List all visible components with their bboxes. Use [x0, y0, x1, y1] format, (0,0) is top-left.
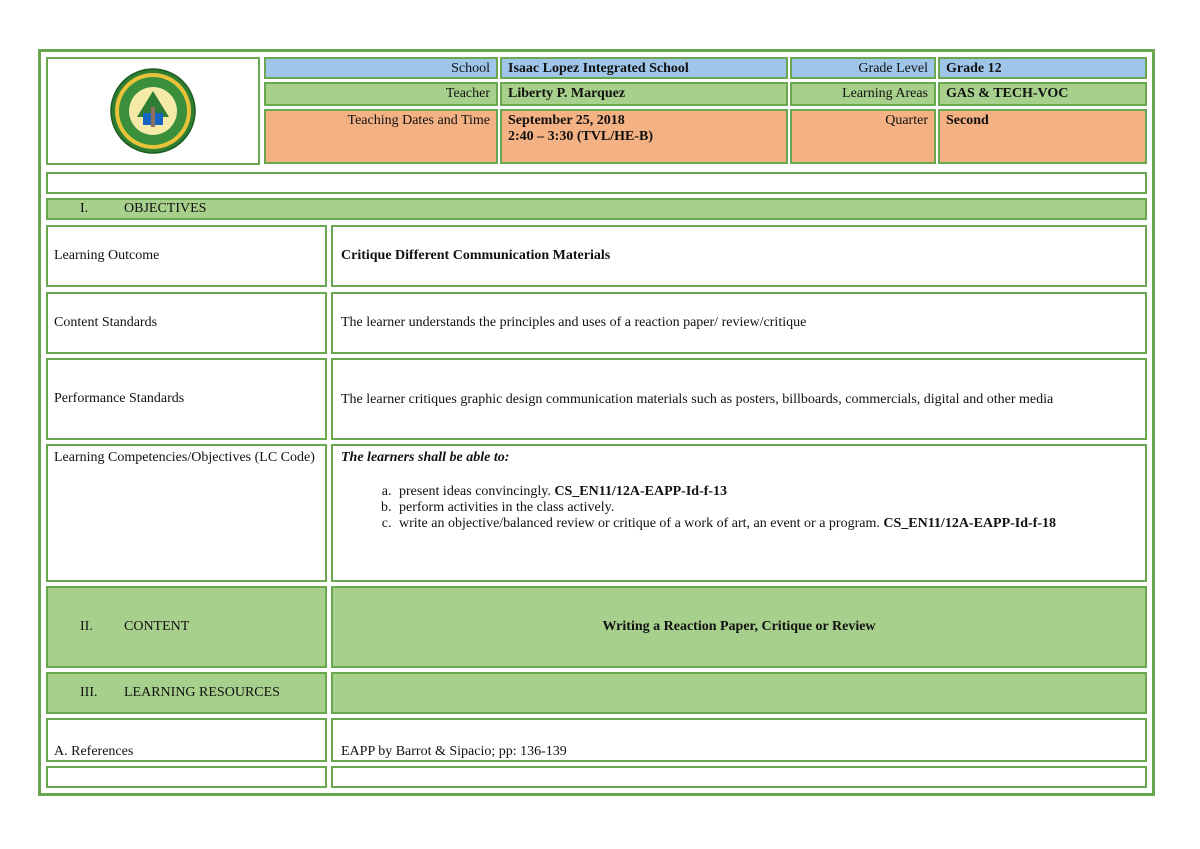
school-seal-icon [109, 67, 197, 155]
teaching-date: September 25, 2018 [508, 113, 625, 128]
resources-header [46, 672, 327, 714]
learning-outcome-value [331, 225, 1147, 287]
learning-areas-label: Learning Areas [790, 82, 936, 106]
teacher-value: Liberty P. Marquez [500, 82, 788, 106]
competency-item: b. perform activities in the class actively. [395, 500, 1137, 516]
content-standards-value: The learner understands the principles and uses of a reaction paper/ review/critique [331, 292, 1147, 354]
teaching-dates-label: Teaching Dates and Time [264, 109, 498, 164]
resources-value [331, 672, 1147, 714]
spacer-row [46, 172, 1147, 194]
resources-number: III. [80, 685, 98, 700]
content-header [46, 586, 327, 668]
quarter-label: Quarter [790, 109, 936, 164]
learning-outcome-label: Learning Outcome [46, 225, 327, 287]
performance-standards-value [331, 358, 1147, 440]
competency-item: c. write an objective/balanced review or critique of a work of art, an event or a program. CS_EN11/12A-EAPP-Id-f-18 [395, 516, 1137, 532]
learning-outcome-text: Critique Different Communication Materials [341, 248, 611, 263]
grade-level-label: Grade Level [790, 57, 936, 79]
competencies-value [331, 444, 1147, 582]
school-logo-cell [46, 57, 260, 165]
school-label: School [264, 57, 498, 79]
teaching-time: 2:40 – 3:30 (TVL/HE-B) [508, 129, 654, 144]
quarter-value: Second [938, 109, 1147, 164]
resources-title: LEARNING RESOURCES [124, 685, 280, 700]
competencies-list [341, 484, 1137, 532]
competencies-label: Learning Competencies/Objectives (LC Code) [46, 444, 327, 582]
content-standards-label: Content Standards [46, 292, 327, 354]
references-value: EAPP by Barrot & Sipacio; pp: 136-139 [331, 718, 1147, 762]
empty-row-label [46, 766, 327, 788]
competency-item: a. present ideas convincingly. CS_EN11/12A-EAPP-Id-f-13 [395, 484, 1137, 500]
grade-level-value: Grade 12 [938, 57, 1147, 79]
teacher-label: Teacher [264, 82, 498, 106]
objectives-number: I. [80, 201, 89, 216]
objectives-title: OBJECTIVES [124, 201, 207, 216]
competencies-intro: The learners shall be able to: [341, 450, 510, 465]
school-value: Isaac Lopez Integrated School [500, 57, 788, 79]
content-value [331, 586, 1147, 668]
content-value-text: Writing a Reaction Paper, Critique or Review [602, 619, 876, 634]
learning-areas-value: GAS & TECH-VOC [938, 82, 1147, 106]
objectives-header [46, 198, 1147, 220]
teaching-dates-value [500, 109, 788, 164]
content-number: II. [80, 619, 93, 634]
performance-standards-text: The learner critiques graphic design communication materials such as posters, billboards, commercials, digital and other media [341, 391, 1054, 407]
empty-row-value [331, 766, 1147, 788]
content-title: CONTENT [124, 619, 190, 634]
references-label: A. References [46, 718, 327, 762]
performance-standards-label: Performance Standards [46, 358, 327, 440]
